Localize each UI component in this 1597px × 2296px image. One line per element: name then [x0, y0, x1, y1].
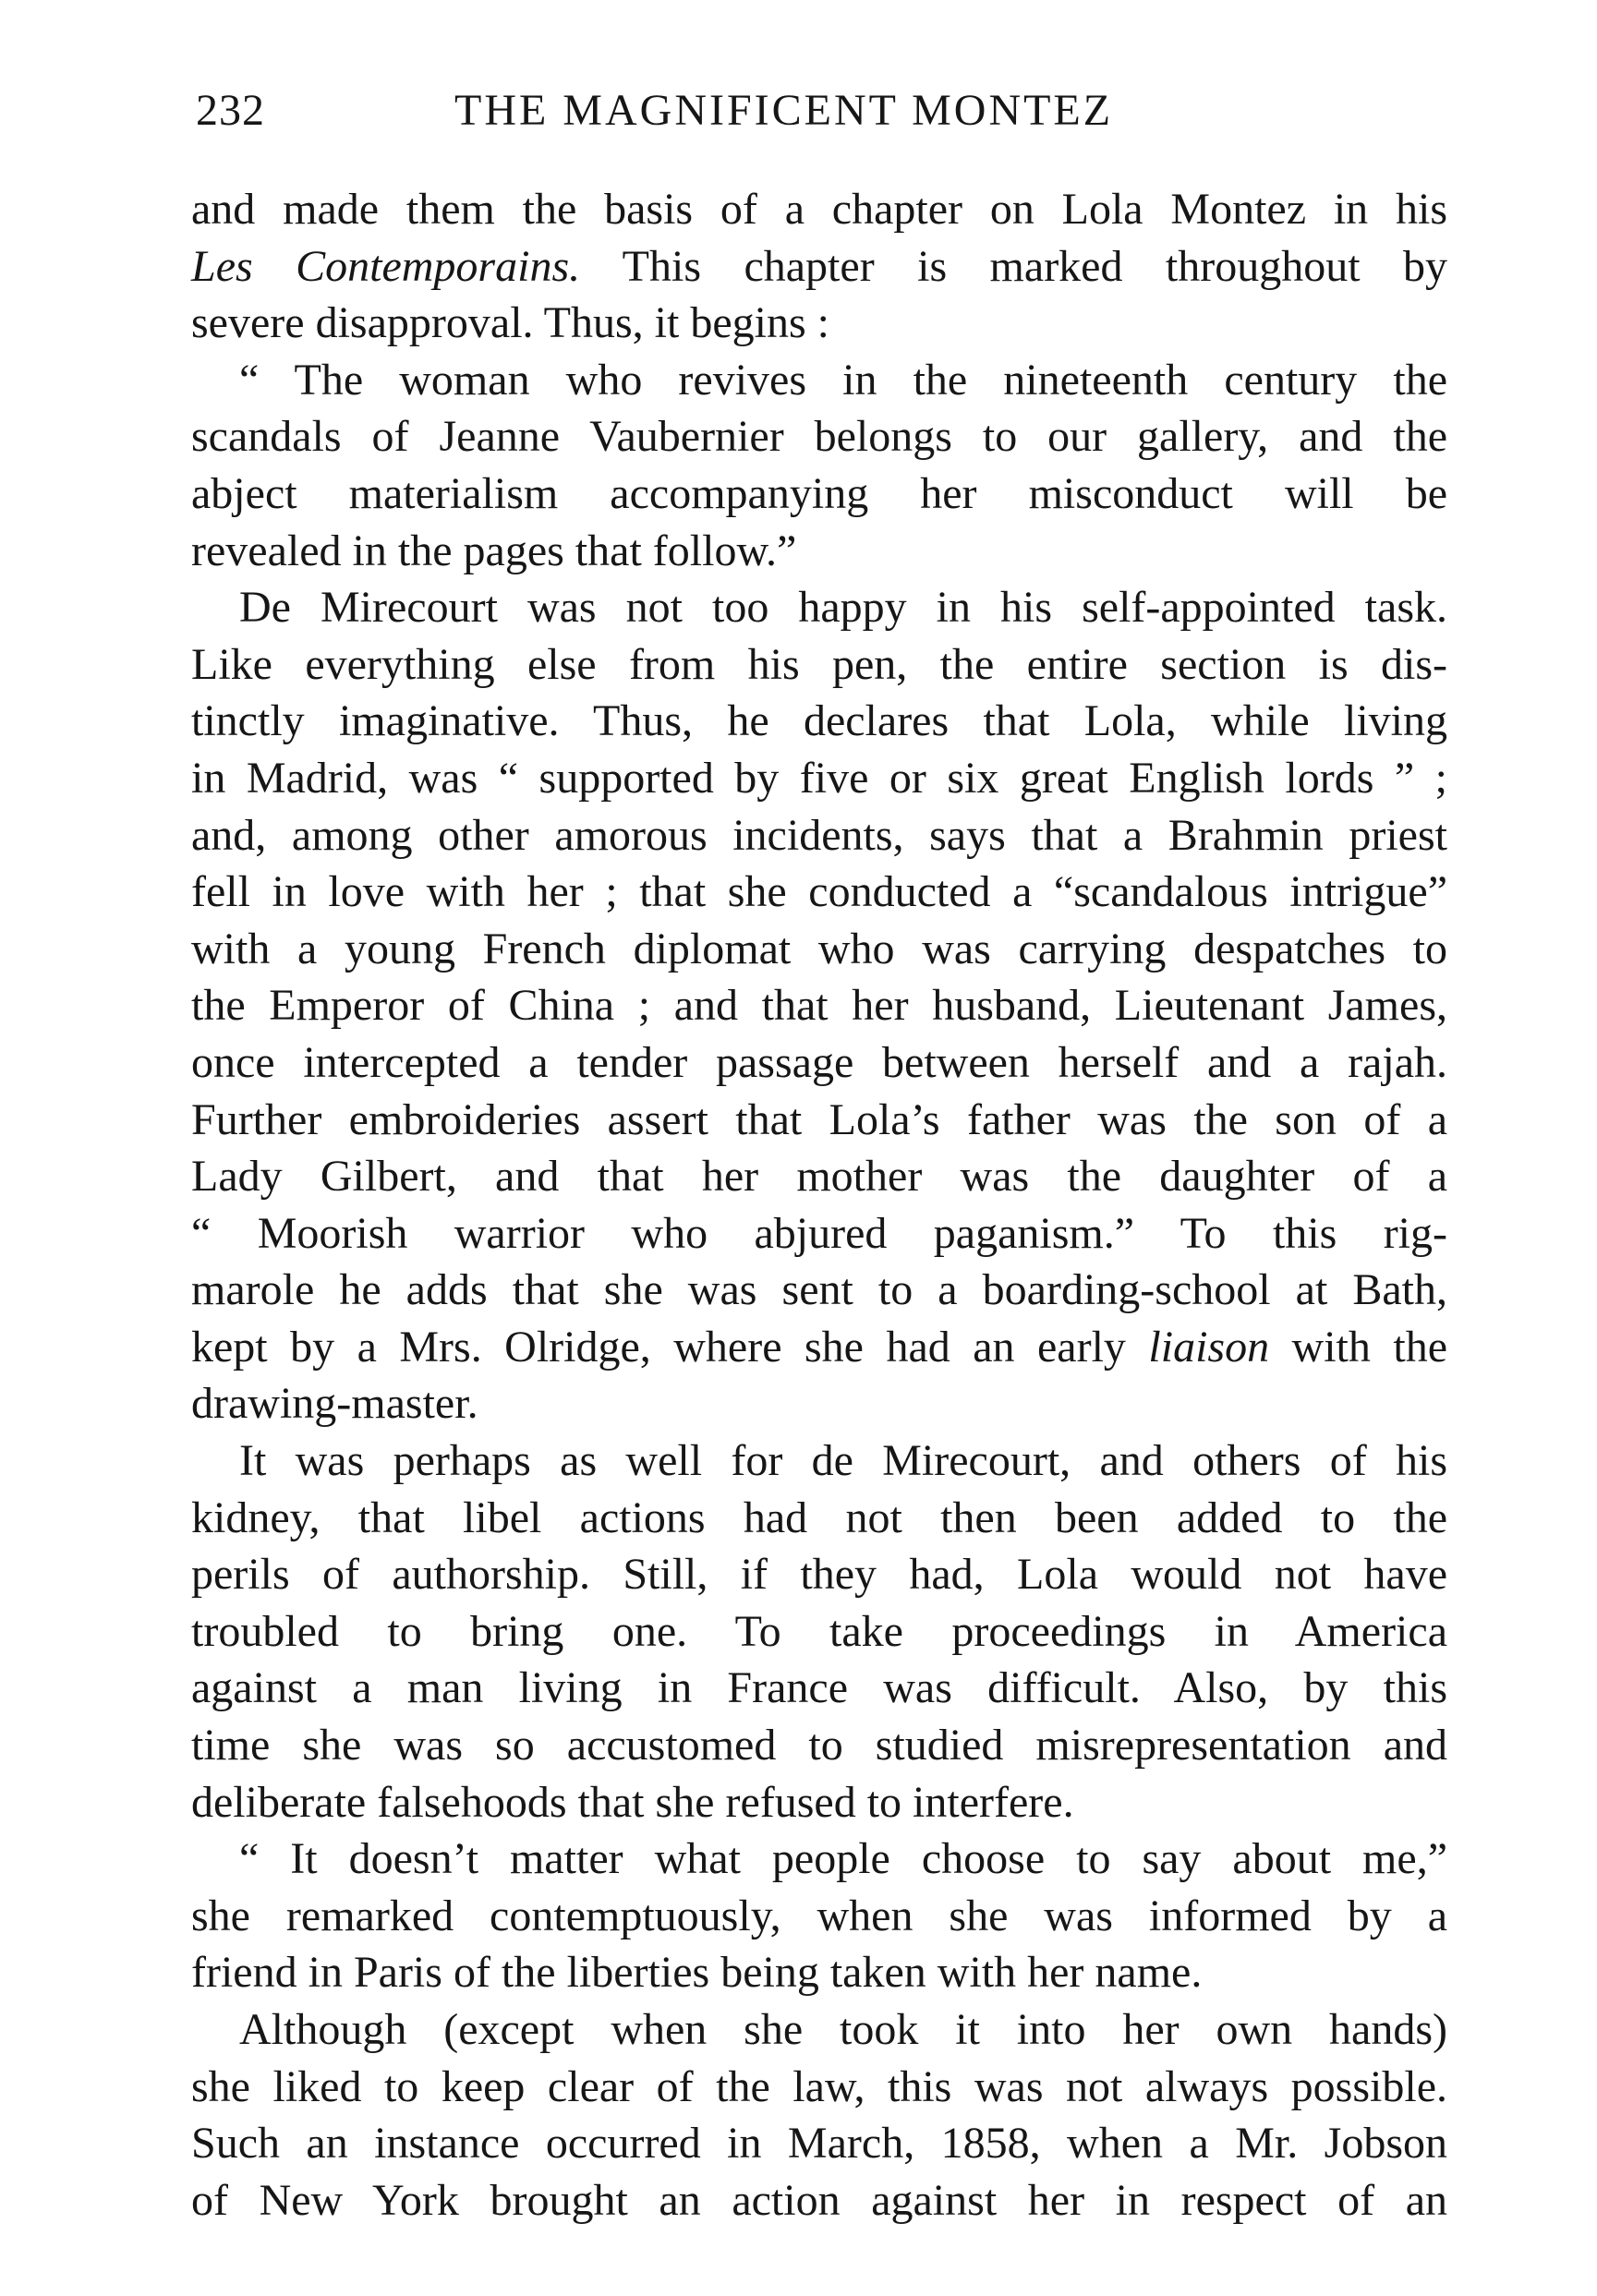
text-line	[191, 1319, 1447, 1376]
text-line: revealed in the pages that follow.”	[191, 526, 797, 575]
text-line: “ The woman who revives in the nineteenth century the	[239, 355, 1447, 405]
text-line: in Madrid, was “ supported by five or six great English lords ” ;	[191, 753, 1447, 803]
text-line: tinctly imaginative. Thus, he declares that Lola, while living	[191, 696, 1447, 746]
text-line: Although (except when she took it into her own hands)	[239, 2005, 1447, 2054]
running-title: THE MAGNIFICENT MONTEZ	[454, 86, 1114, 135]
text-line: and, among other amorous incidents, says that a Brahmin priest	[191, 810, 1447, 860]
text-line: “ Moorish warrior who abjured paganism.” To this rig-	[191, 1208, 1447, 1258]
text-line: friend in Paris of the liberties being taken with her name.	[191, 1948, 1203, 1998]
text-line: the Emperor of China ; and that her husband, Lieutenant James,	[191, 981, 1447, 1031]
paragraph	[191, 1831, 1447, 2001]
text-line: she remarked contemptuously, when she was informed by a	[191, 1891, 1447, 1940]
text-line: once intercepted a tender passage between herself and a rajah.	[191, 1037, 1447, 1087]
text-line: abject materialism accompanying her misconduct will be	[191, 468, 1447, 518]
text-line: troubled to bring one. To take proceedings in America	[191, 1606, 1447, 1656]
page-number: 232	[196, 86, 265, 135]
text-line: Further embroideries assert that Lola’s father was the son of a	[191, 1094, 1447, 1144]
text-line: Like everything else from his pen, the entire section is dis-	[191, 639, 1447, 689]
text-segment: This chapter is marked throughout by	[580, 241, 1447, 291]
text-line: fell in love with her ; that she conducted a “scandalous intrigue”	[191, 867, 1447, 917]
text-line: Lady Gilbert, and that her mother was the daughter of a	[191, 1152, 1447, 1202]
text-line: drawing-master.	[191, 1379, 478, 1429]
italic-text: Les Contemporains.	[191, 241, 581, 291]
text-line: perils of authorship. Still, if they had, Lola would not have	[191, 1550, 1447, 1600]
text-line: scandals of Jeanne Vaubernier belongs to our gallery, and the	[191, 412, 1447, 462]
text-line: with a young French diplomat who was carrying despatches to	[191, 924, 1447, 973]
paragraph	[191, 2001, 1447, 2229]
text-line: Such an instance occurred in March, 1858, when a Mr. Jobson	[191, 2119, 1447, 2169]
text-line: severe disapproval. Thus, it begins :	[191, 298, 829, 348]
text-segment: with the	[1269, 1322, 1447, 1372]
text-line: marole he adds that she was sent to a boarding-school at Bath,	[191, 1265, 1447, 1315]
text-line: deliberate falsehoods that she refused to interfere.	[191, 1777, 1074, 1827]
text-line: of New York brought an action against her in respect of an	[191, 2175, 1447, 2225]
body-text	[191, 181, 1447, 2229]
paragraph	[191, 352, 1447, 579]
running-head	[196, 85, 1438, 159]
italic-text: liaison	[1148, 1322, 1270, 1372]
text-line: “ It doesn’t matter what people choose to say about me,”	[239, 1834, 1447, 1884]
paragraph	[191, 1432, 1447, 1831]
text-line: time she was so accustomed to studied misrepresentation and	[191, 1721, 1447, 1770]
text-line	[191, 238, 1447, 296]
paragraph	[191, 579, 1447, 1432]
text-line: It was perhaps as well for de Mirecourt, and others of his	[239, 1436, 1447, 1486]
text-line: she liked to keep clear of the law, this was not always possible.	[191, 2061, 1447, 2111]
text-segment: kept by a Mrs. Olridge, where she had an early	[191, 1322, 1149, 1372]
text-line: and made them the basis of a chapter on Lola Montez in his	[191, 185, 1447, 234]
text-line: kidney, that libel actions had not then been added to the	[191, 1492, 1447, 1542]
text-line: De Mirecourt was not too happy in his self-appointed task.	[239, 583, 1447, 633]
paragraph	[191, 181, 1447, 352]
text-line: against a man living in France was difficult. Also, by this	[191, 1663, 1447, 1713]
